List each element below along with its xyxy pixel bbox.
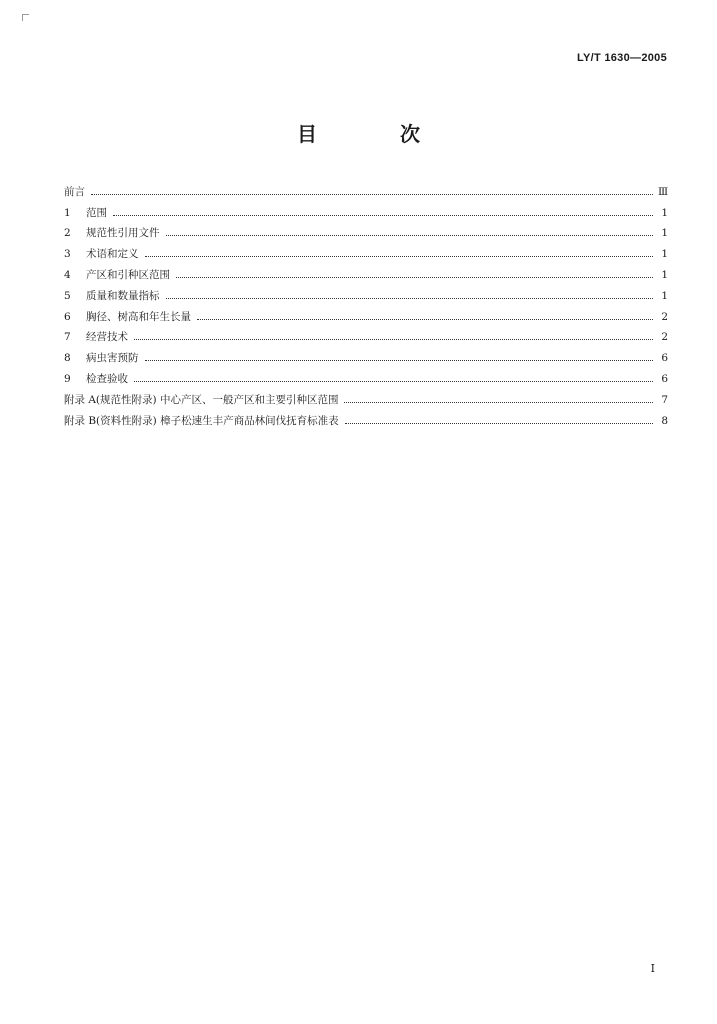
toc-entry-title: 胸径、树高和年生长量: [86, 310, 191, 323]
toc-entry-4[interactable]: [64, 261, 668, 282]
toc-leader-dots: [134, 339, 653, 340]
toc-entry-number: 1: [64, 206, 71, 219]
toc-entry-title: 质量和数量指标: [86, 289, 160, 302]
toc-entry-label: [64, 372, 128, 386]
toc-entry-label: [64, 414, 339, 428]
toc-entry-number: 3: [64, 248, 71, 261]
toc-entry-page: 2: [661, 331, 668, 344]
toc-entry-label: [64, 310, 191, 324]
toc-entry-number: 7: [64, 331, 71, 344]
toc-entry-label: [64, 393, 338, 407]
toc-entry-number: 8: [64, 352, 71, 365]
toc-entry-page: 6: [661, 352, 668, 365]
toc-entry-label: [64, 351, 139, 365]
toc-entry-appendix-b[interactable]: [64, 407, 668, 428]
toc-entry-2[interactable]: [64, 220, 668, 241]
toc-entry-page: Ⅲ: [658, 185, 669, 198]
toc-entry-title: 产区和引种区范围: [86, 268, 170, 281]
toc-entry-label: [64, 185, 85, 199]
toc-entry-number: 5: [64, 289, 71, 302]
toc-entry-page: 7: [661, 393, 668, 406]
table-of-contents: [64, 178, 668, 428]
toc-entry-6[interactable]: [64, 303, 668, 324]
toc-entry-3[interactable]: [64, 240, 668, 261]
toc-leader-dots: [176, 277, 653, 278]
toc-leader-dots: [113, 215, 653, 216]
toc-entry-number: 6: [64, 310, 71, 323]
toc-entry-title: 规范性引用文件: [86, 227, 160, 240]
toc-entry-number: 2: [64, 227, 71, 240]
standard-number: LY/T 1630—2005: [576, 52, 667, 64]
toc-leader-dots: [197, 319, 653, 320]
page-number: I: [650, 962, 655, 975]
toc-entry-number: 9: [64, 372, 71, 385]
toc-entry-label: [64, 226, 160, 240]
toc-entry-title: 术语和定义: [86, 248, 139, 261]
toc-entry-title: 附录 A(规范性附录) 中心产区、一般产区和主要引种区范围: [64, 393, 339, 406]
toc-leader-dots: [344, 402, 653, 403]
toc-leader-dots: [145, 360, 654, 361]
toc-leader-dots: [166, 298, 654, 299]
toc-leader-dots: [145, 256, 654, 257]
toc-entry-9[interactable]: [64, 365, 668, 386]
toc-entry-title: 前言: [64, 185, 85, 198]
toc-entry-foreword[interactable]: [64, 178, 668, 199]
toc-entry-title: 检查验收: [86, 372, 128, 385]
scan-corner-mark: [22, 14, 29, 21]
toc-entry-page: 1: [661, 248, 668, 261]
toc-entry-title: 范围: [86, 206, 107, 219]
toc-leader-dots: [134, 381, 653, 382]
toc-entry-label: [64, 247, 139, 261]
toc-entry-8[interactable]: [64, 344, 668, 365]
page-title: 目 次: [297, 122, 458, 146]
toc-leader-dots: [91, 194, 653, 195]
toc-entry-page: 8: [661, 414, 668, 427]
toc-entry-page: 1: [661, 227, 668, 240]
toc-entry-title: 病虫害预防: [86, 352, 139, 365]
toc-leader-dots: [345, 423, 653, 424]
toc-entry-page: 6: [661, 372, 668, 385]
toc-entry-1[interactable]: [64, 199, 668, 220]
toc-entry-label: [64, 289, 160, 303]
toc-entry-label: [64, 268, 170, 282]
toc-entry-page: 1: [661, 206, 668, 219]
toc-entry-number: 4: [64, 268, 71, 281]
toc-entry-7[interactable]: [64, 324, 668, 345]
toc-entry-label: [64, 206, 107, 220]
toc-entry-title: 附录 B(资料性附录) 樟子松速生丰产商品林间伐抚育标准表: [64, 414, 339, 427]
toc-leader-dots: [166, 235, 654, 236]
toc-entry-title: 经营技术: [86, 331, 128, 344]
toc-entry-page: 1: [661, 289, 668, 302]
toc-entry-appendix-a[interactable]: [64, 386, 668, 407]
toc-entry-page: 2: [661, 310, 668, 323]
toc-entry-5[interactable]: [64, 282, 668, 303]
toc-entry-page: 1: [661, 268, 668, 281]
toc-entry-label: [64, 330, 128, 344]
